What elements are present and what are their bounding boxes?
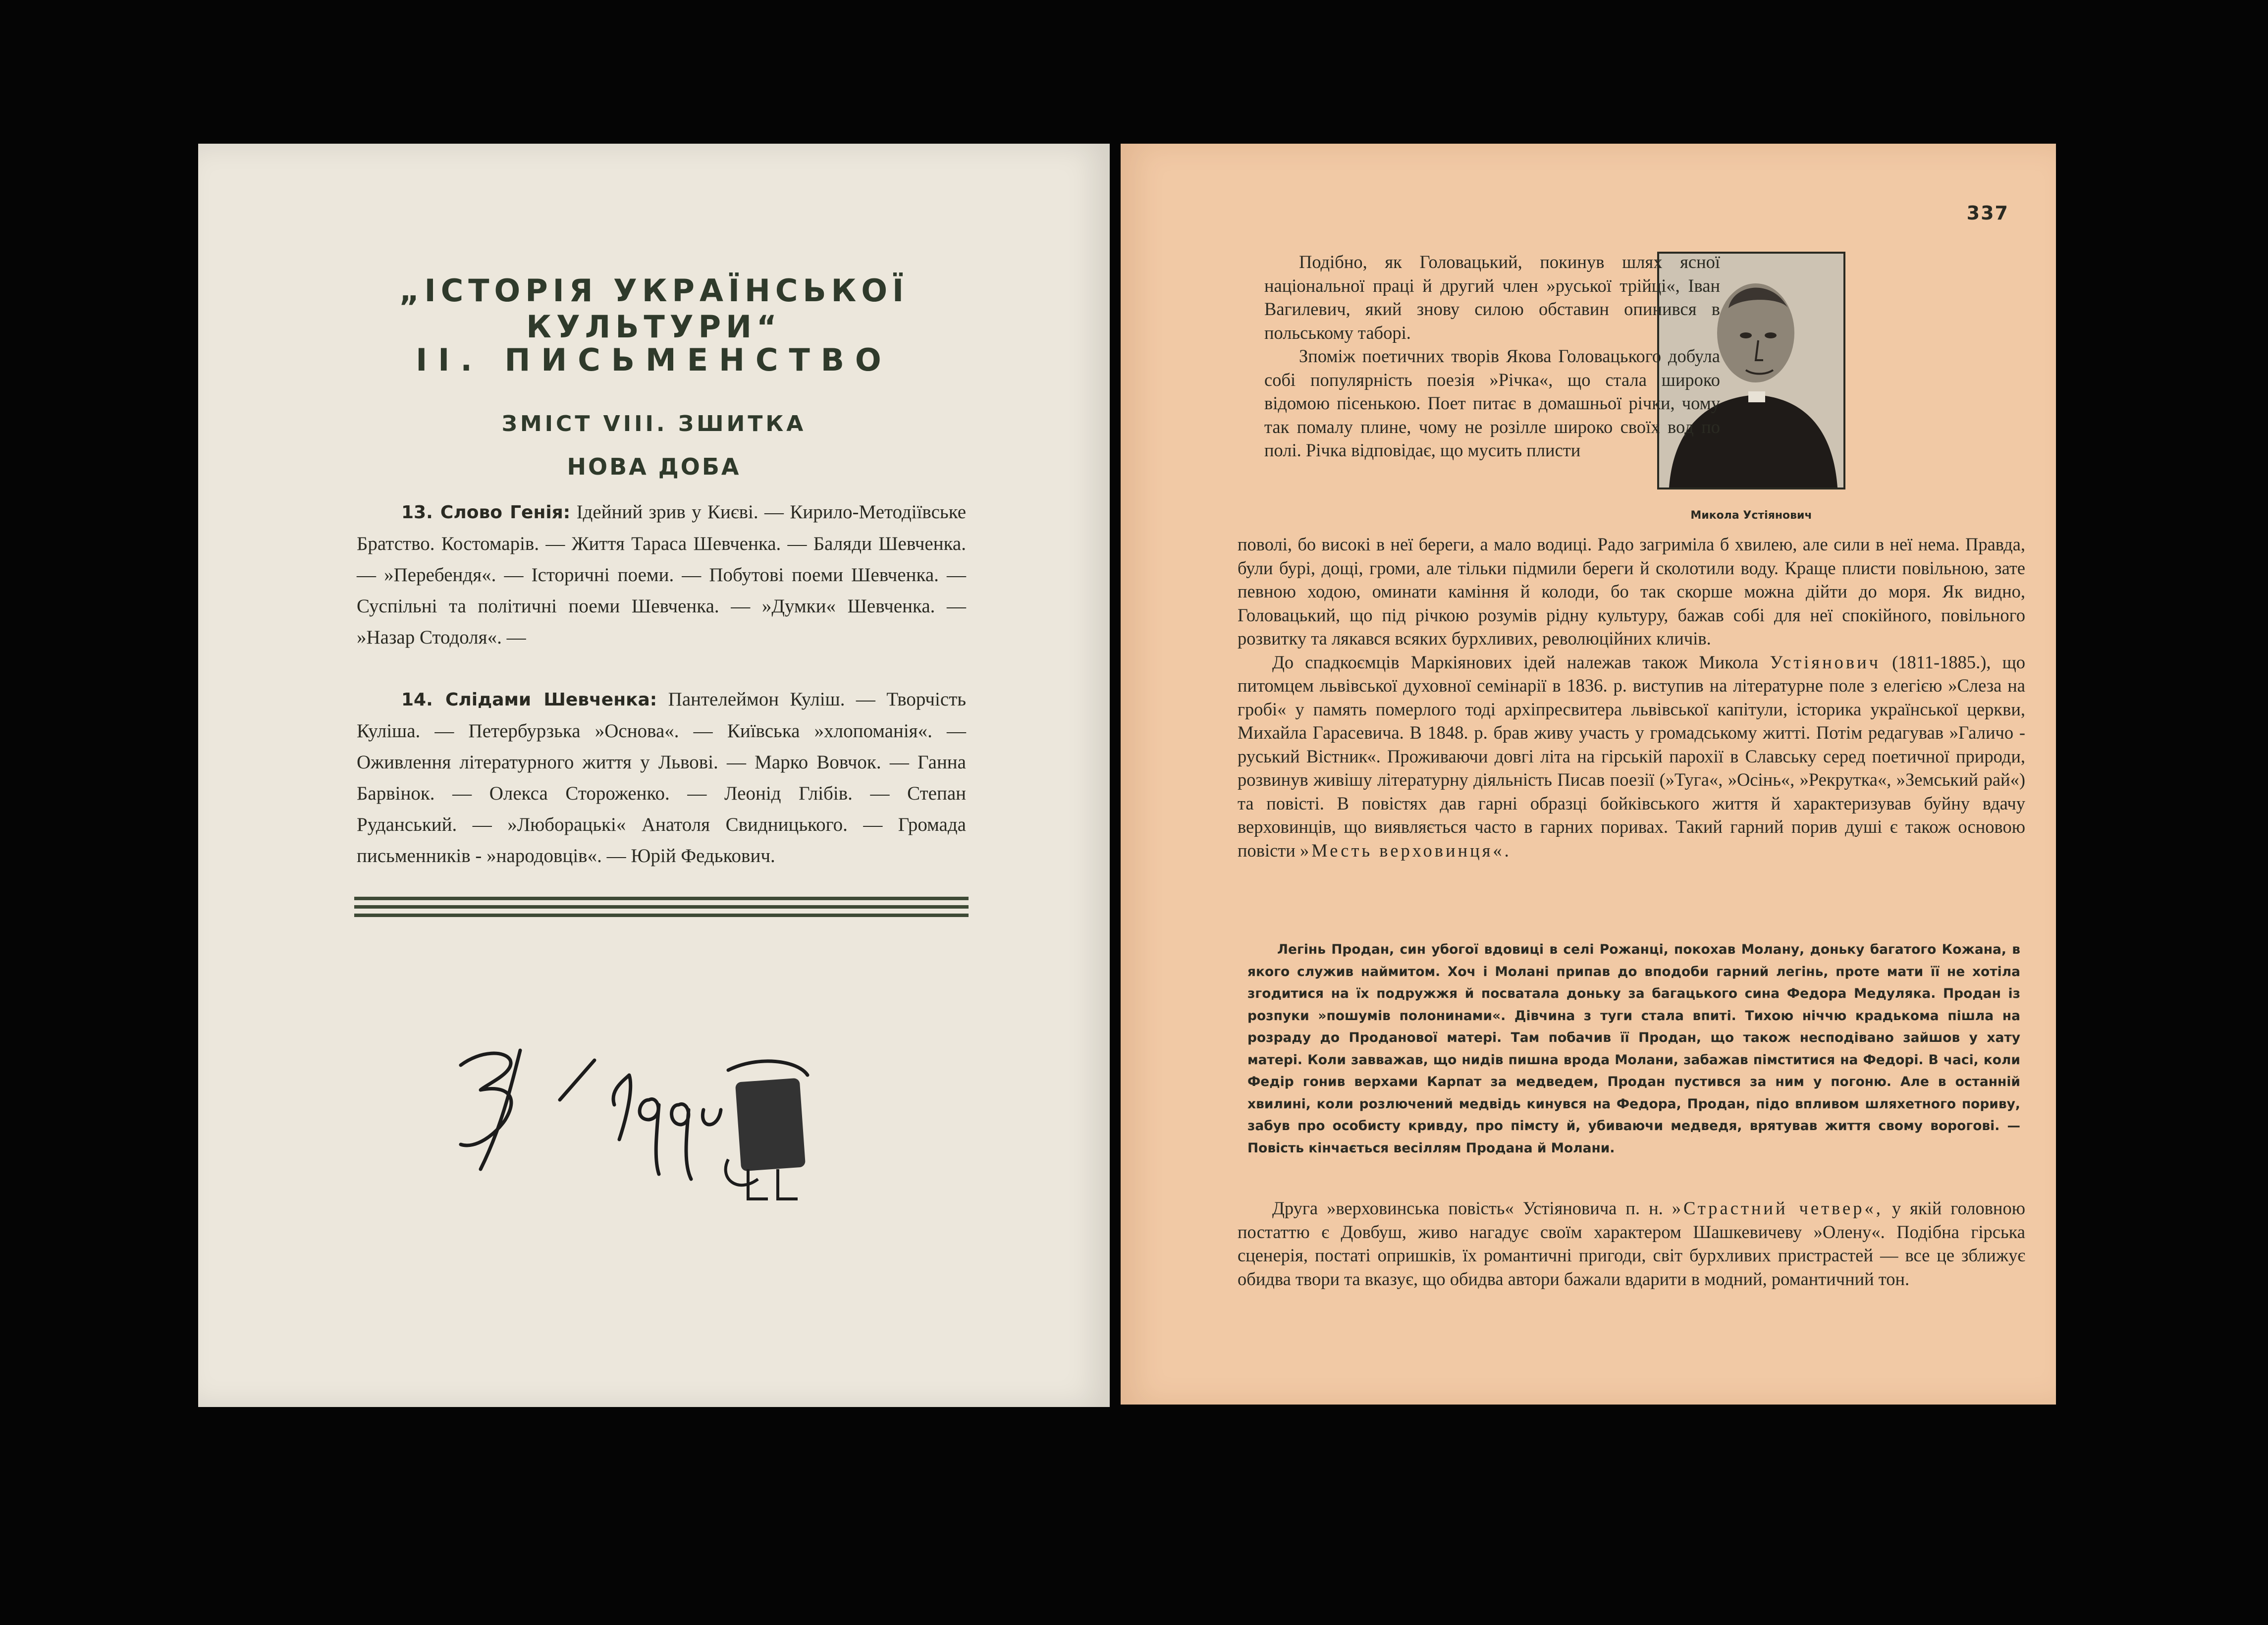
- paragraph: Легінь Продан, син убогої вдовиці в селі Рожанці, покохав Молану, доньку багатого Кожана, в якого служив наймитом. Хоч і Молані припав до вподоби гарний легінь, проте мати її не хотіла згодитися на їх подружжя й посватала доньку за багацького сина Федора Медуляка. Продан із розпуки »пошумів полонинами«. Дівчина з туги стала впиті. Тихою ніччю крадькома пішла на розраду до Проданової матері. Там побачив її Продан, що також несподівано зайшов у хату матері. Коли завважав, що нидів пишна врода Молани, забажав пімститися на Федорі. В часі, коли Федір гонив верхами Карпат за медведем, Продан пустився за ним у погоню. Але в останній хвилині, коли розлючений медвідь кинувся на Федора, Продан, підо впливом шляхетного пориву, забув про особисту кривду, про пімсту й, убиваючи медведя, врятував життя свому ворогові. — Повість кінчається весіллям Продана й Молани.: [1247, 942, 2020, 1156]
- page-number: 337: [1966, 202, 2009, 224]
- toc-entry-label: 14. Слідами Шевченка:: [401, 690, 657, 710]
- full-width-text: [1238, 1196, 2025, 1291]
- book-title: „ІСТОРІЯ УКРАЇНСЬКОЇ КУЛЬТУРИ“: [399, 272, 909, 345]
- handwritten-signature-icon: [451, 1030, 837, 1219]
- text-run: (1811-1885.), що питомцем львівської духовної семінарії в 1836. р. виступив на літературне поле з елегією »Слеза на гробі« у память померлого тоді архіпресвитера львівської капітули, історика української церкви, Михайла Гарасевича. В 1848. р. брав живу участь у громадському житті. Потім редагував »Галичо - руський Вістник«. Проживаючи довгі літа на гірській парохії в Славську серед поетичної природи, розвинув живішу літературну діяльність Писав поезії (»Туга«, »Осінь«, »Рекрутка«, »Земський рай«) та повісті. В повістях дав гарні образці бойківського життя й характеризував буйну вдачу верховинців, що виявляється часто в гарних поривах. Такий гарний порив душі є також основою повісти: [1238, 651, 2026, 861]
- paragraph: Подібно, як Головацький, покинув шлях ясної національної праці й другий член »руської трійці«, Іван Вагилевич, який знову силою обставин опинився в польському таборі.: [1264, 252, 1720, 343]
- text-run: До спадкоємців Маркіянових ідей належав також Микола: [1272, 651, 1759, 672]
- paragraph: Зпоміж поетичних творів Якова Головацького добула собі популярність поезія »Річка«, що стала широко відомою пісенькою. Поет питає в домашньої річки, чому так помалу плине, чому не розілле широко своїх вод по полі. Річка відповідає, що мусить плисти: [1264, 346, 1720, 460]
- section-heading: НОВА ДОБА: [567, 453, 741, 480]
- toc-entry-label: 13. Слово Генія:: [401, 502, 571, 523]
- toc-entry-14: [357, 684, 966, 871]
- divider-rule: [354, 897, 969, 900]
- paragraph: [1238, 650, 2025, 863]
- left-page: [198, 144, 1110, 1407]
- full-width-text: [1238, 533, 2025, 862]
- divider-rule: [354, 914, 969, 917]
- paragraph: [1238, 1196, 2025, 1291]
- paragraph: поволі, бо високі в неї береги, а мало водиці. Радо загриміла б хвилею, але сили в неї нема. Правда, були бурі, дощі, громи, але тільки підмили береги й сколотили воду. Краще плисти повільною, зате певною ходою, оминати каміння й колоди, бо так скорше можна дійти до моря. Як видно, Головацький, що під річкою розумів рідну культуру, бажав собі для неї спокійного, повільного розвитку та лякався всяких бурхливих, революційних кличів.: [1238, 534, 2025, 649]
- contents-heading: ЗМІСТ VIII. ЗШИТКА: [501, 411, 807, 436]
- text-run: Друга »верховинська повість« Устіяновича п. н.: [1272, 1198, 1663, 1218]
- divider-rule: [354, 905, 969, 909]
- column-text: [1264, 250, 1720, 462]
- story-title: »Месть верховинця«.: [1299, 840, 1512, 861]
- book-subtitle: II. ПИСЬМЕНСТВО: [416, 342, 892, 378]
- story-summary: [1247, 939, 2020, 1159]
- toc-entry-text: Ідейний зрив у Києві. — Кирило-Методіївське Братство. Костомарів. — Життя Тараса Шевченка. — Баляди Шевченка. — »Перебендя«. — Історичні поеми. — Побутові поеми Шевченка. — Суспільні та політичні поеми Шевченка. — »Думки« Шевченка. — »Назар Стодоля«. —: [357, 501, 967, 648]
- text-run: у якій головною постаттю є Довбуш, живо нагадує своїм характером Шашкевичеву »Олену«. Подібна гірська сценерія, постаті опришків, їх романтичні пригоди, світ бурхливих пристрастей — все це зближує обидва твори та вказує, що обидва автори бажали вдарити в модний, романтичний тон.: [1238, 1198, 2025, 1289]
- portrait-caption: Микола Устіянович: [1690, 509, 1812, 522]
- story-title: »Страстний четвер«,: [1672, 1198, 1883, 1218]
- toc-entry-13: [357, 496, 966, 653]
- author-name: Устіянович: [1770, 651, 1881, 672]
- right-page: [1121, 144, 2056, 1405]
- toc-entry-text: Пантелеймон Куліш. — Творчість Куліша. — Петербурзька »Основа«. — Київська »хлопоманія«. — Оживлення літературного життя у Львові. — Марко Вовчок. — Ганна Барвінок. — Олекса Стороженко. — Леонід Глібів. — Степан Руданський. — »Люборацькі« Анатоля Свидницького. — Громада письменників - »народовців«. — Юрій Федькович.: [357, 689, 967, 867]
